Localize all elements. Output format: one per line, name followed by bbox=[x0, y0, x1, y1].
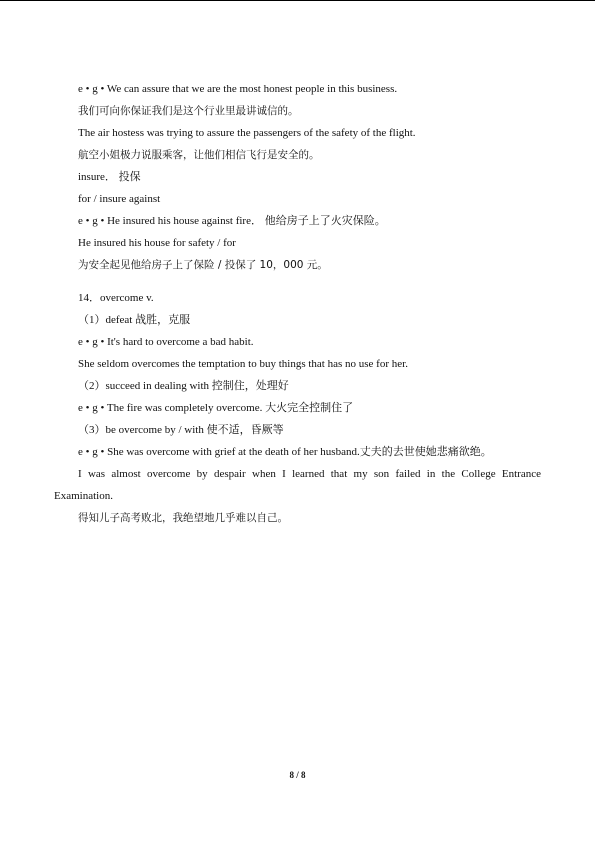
example-line: e • g • We can assure that we are the most honest people in this business. bbox=[78, 83, 398, 95]
example-line: e • g • It's hard to overcome a bad habit. bbox=[78, 336, 254, 348]
translation-line: 我们可向你保证我们是这个行业里最讲诚信的。 bbox=[78, 105, 299, 117]
section-heading: 14．overcome v. bbox=[78, 292, 154, 304]
top-rule bbox=[0, 0, 595, 1]
example-line: e • g • He insured his house against fire． 他给房子上了火灾保险。 bbox=[78, 215, 386, 227]
definition-line: （2）succeed in dealing with 控制住，处理好 bbox=[78, 380, 289, 392]
definition-line: （1）defeat 战胜，克服 bbox=[78, 314, 191, 326]
definition-line: （3）be overcome by / with 使不适，昏厥等 bbox=[78, 424, 284, 436]
vocab-line: insure． 投保 bbox=[78, 171, 141, 183]
page-number: 8 / 8 bbox=[289, 770, 306, 780]
example-line: He insured his house for safety / for bbox=[78, 237, 236, 249]
translation-line: 航空小姐极力说服乘客，让他们相信飞行是安全的。 bbox=[78, 149, 320, 161]
document-body bbox=[0, 78, 595, 529]
example-paragraph: I was almost overcome by despair when I learned that my son failed in the College Entrance Examination. bbox=[54, 468, 541, 502]
example-line: She seldom overcomes the temptation to buy things that has no use for her. bbox=[78, 358, 408, 370]
phrase-line: for / insure against bbox=[78, 193, 161, 205]
example-line: The air hostess was trying to assure the passengers of the safety of the flight. bbox=[78, 127, 416, 139]
example-line: e • g • The fire was completely overcome. 大火完全控制住了 bbox=[78, 402, 354, 414]
example-line: e • g • She was overcome with grief at the death of her husband.丈夫的去世使她悲痛欲绝。 bbox=[78, 446, 492, 458]
translation-line: 为安全起见他给房子上了保险 / 投保了 10，000 元。 bbox=[78, 259, 328, 271]
translation-line: 得知儿子高考败北，我绝望地几乎难以自己。 bbox=[78, 512, 288, 524]
